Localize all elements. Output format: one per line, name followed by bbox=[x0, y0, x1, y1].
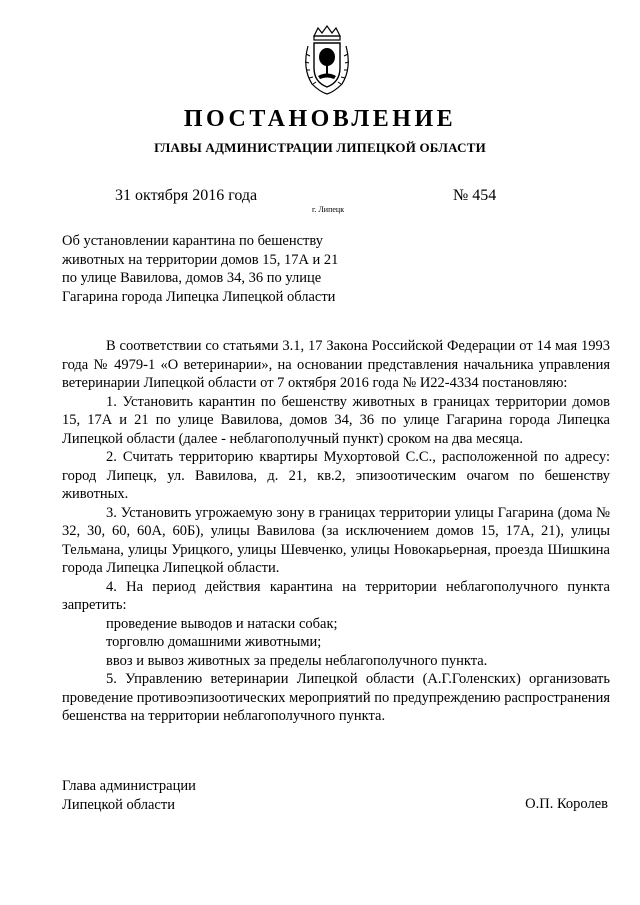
document-number: № 454 bbox=[453, 187, 497, 204]
subject-line: Гагарина города Липецка Липецкой области bbox=[62, 288, 336, 305]
document-title: ПОСТАНОВЛЕНИЕ bbox=[183, 106, 457, 132]
intro-paragraph: В соответствии со статьями 3.1, 17 Закона Российской Федерации от 14 мая 1993 года № 4979-1 «О ветеринарии», на основании представления начальника управления ветеринарии Липецкой области от 7 октября 2016 года № И22-4334 постановляю: bbox=[62, 338, 610, 391]
emblem-icon bbox=[300, 24, 354, 96]
prohibition-item: проведение выводов и натаски собак; bbox=[106, 615, 338, 632]
subject-line: Об установлении карантина по бешенству bbox=[62, 233, 323, 249]
document-subtitle: ГЛАВЫ АДМИНИСТРАЦИИ ЛИПЕЦКОЙ ОБЛАСТИ bbox=[154, 140, 486, 155]
prohibition-item: торговлю домашними животными; bbox=[106, 634, 322, 650]
document-date: 31 октября 2016 года bbox=[115, 187, 258, 204]
signature-position-line: Липецкой области bbox=[62, 797, 175, 813]
document-subject bbox=[62, 232, 392, 306]
signature-name: О.П. Королев bbox=[525, 796, 608, 812]
subject-line: по улице Вавилова, домов 34, 36 по улице bbox=[62, 270, 322, 286]
paragraph-3: 3. Установить угрожаемую зону в границах территории улицы Гагарина (дома № 32, 30, 60, 60А, 60Б), улицы Вавилова (за исключением домов 15, 17А, 21), улицы Тельмана, улицы Урицкого, улицы Шевченко, улицы Новокарьерная, проезда Шишкина города Липецка Липецкой области. bbox=[62, 504, 610, 576]
document-body bbox=[62, 337, 610, 726]
signature-position-line: Глава администрации bbox=[62, 778, 196, 794]
prohibition-item: ввоз и вывоз животных за пределы неблагополучного пункта. bbox=[106, 652, 488, 669]
paragraph-4: 4. На период действия карантина на территории неблагополучного пункта запретить: bbox=[62, 578, 610, 613]
paragraph-2: 2. Считать территорию квартиры Мухортовой С.С., расположенной по адресу: город Липецк, ул. Вавилова, д. 21, кв.2, эпизоотическим очагом по бешенству животных. bbox=[62, 449, 610, 502]
paragraph-5: 5. Управлению ветеринарии Липецкой области (А.Г.Голенских) организовать проведение противоэпизоотических мероприятий по предупреждению распространения бешенства на территории неблагополучного пункта. bbox=[62, 671, 610, 724]
subject-line: животных на территории домов 15, 17А и 21 bbox=[62, 251, 339, 268]
document-city: г. Липецк bbox=[312, 205, 345, 214]
signature-position bbox=[62, 777, 196, 815]
paragraph-1: 1. Установить карантин по бешенству животных в границах территории домов 15, 17А и 21 по улице Вавилова, домов 34, 36 по улице Гагарина города Липецка Липецкой области (далее - неблагополучный пункт) сроком на два месяца. bbox=[62, 393, 610, 447]
